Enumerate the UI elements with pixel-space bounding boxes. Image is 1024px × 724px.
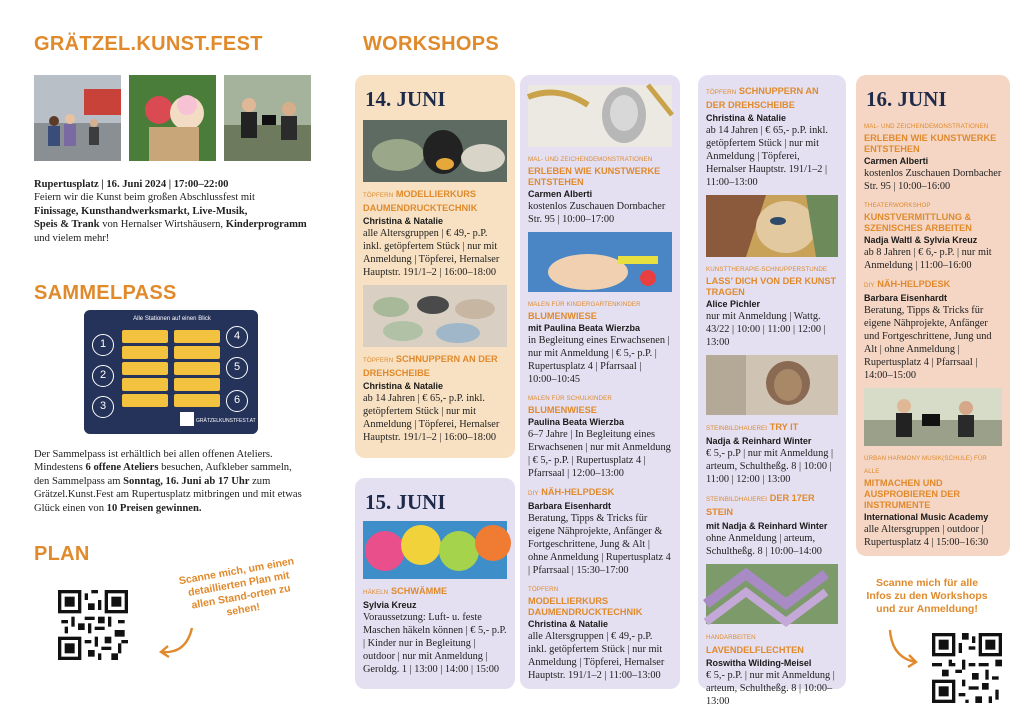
workshop-details: Beratung, Tipps & Tricks für eigene Nähprojekte, Anfänger und Fortgeschrittene, Jung und Alt | ohne Anmeldung | Rupertusplatz 4 | Pfarrsaal | 14:00–15:00 (864, 305, 992, 382)
workshop-title: SCHWÄMME (390, 586, 448, 596)
station-2: 2 (92, 365, 114, 387)
festival-text: Feiern wir die Kunst beim großen Abschlussfest mit (34, 192, 255, 204)
workshop-host: Barbara Eisenhardt (528, 501, 612, 512)
workshop-details: in Begleitung eines Erwachsenen | nur mit Anmeldung | € 5,- p.P. | Rupertusplatz 4 | Pfarrsaal | 10:00–10:45 (528, 335, 670, 386)
workshop-title: ERLEBEN WIE KUNSTWERKE ENTSTEHEN (864, 133, 997, 155)
workshop-title: MODELLIERKURS DAUMENDRUCKTECHNIK (528, 596, 643, 618)
workshop-details: ohne Anmeldung | arteum, Schultheßg. 8 | 10:00–14:00 (706, 532, 822, 557)
workshop-entry: TÖPFERN SCHNUPPERN AN DER DREHSCHEIBE Christina & Natalie ab 14 Jahren | € 65,- p.P. inkl. getöpfertem Stück | nur mit Anmeldung | Töpferei, Hernalser Hauptstr. 191/1–2 | 11:00–13:00 (706, 85, 838, 189)
workshop-title: MITMACHEN UND AUSPROBIEREN DER INSTRUMENTE (864, 478, 960, 511)
workshop-details: alle Altersgruppen | outdoor | Rupertusplatz 4 | 15:00–16:30 (864, 524, 989, 549)
curved-arrow-icon (156, 624, 196, 660)
workshop-entry: MALEN FÜR SCHULKINDER BLUMENWIESE Paulina Beata Wierzba 6–7 Jahre | In Begleitung eines Erwachsenen | nur mit Anmeldung | € 5,- p.P. | Rupertusplatz 4 | Pfarrsaal | 12:00–13:00 (528, 395, 671, 480)
workshop-host: Paulina Beata Wierzba (528, 417, 624, 428)
workshop-details: € 5,- p.P. | nur mit Anmeldung | arteum, Schultheßg. 8 | 10:00–13:00 (706, 669, 835, 707)
workshop-title: NÄH-HELPDESK (541, 487, 615, 498)
workshop-host: Sylvia Kreuz (363, 600, 417, 611)
photo-clay-bowls (363, 120, 507, 182)
station-3: 3 (92, 396, 114, 418)
station-4: 4 (226, 326, 248, 348)
photo-crochet-sponges (363, 521, 507, 579)
workshop-host: Carmen Alberti (528, 189, 593, 200)
workshops-title: WORKSHOPS (363, 33, 500, 55)
photo-abstract-face-painting (706, 195, 838, 257)
workshop-details: Beratung, Tipps & Tricks für eigene Nähprojekte, Anfänger & Fortgeschrittene, Jung & Alt | ohne Anmeldung | Rupertusplatz 4 | Pfarrsaal | 15:30–17:00 (528, 513, 671, 577)
day-date: 14. JUNI (365, 87, 446, 111)
workshop-host: Christina & Natalie (363, 216, 444, 227)
workshop-entry: TÖPFERN MODELLIERKURS DAUMENDRUCKTECHNIK Christina & Natalie alle Altersgruppen | € 49,- p.P. inkl. getöpfertem Stück | nur mit Anmeldung | Töpferei, Hernalser Hauptstr. 191/1–2 | 11:00–13:00 (528, 583, 672, 682)
plan-scan-hint: Scanne mich, um einen detaillierten Plan mit allen Stand-orten zu sehen! (178, 555, 296, 619)
workshop-entry: MAL- UND ZEICHENDEMONSTRATIONEN ERLEBEN WIE KUNSTWERKE ENTSTEHEN Carmen Alberti kostenlos Zuschauen Dornbacher Str. 95 | 10:00–16:00 (864, 123, 1002, 193)
workshop-host: Roswitha Wilding-Meisel (706, 657, 812, 668)
workshop-host: Nadja & Reinhard Winter (706, 436, 812, 447)
workshop-entry: HÄKELN SCHWÄMME Sylvia Kreuz Voraussetzung: Luft- u. feste Maschen häkeln können | € 5,- p.P. | Kinder nur in Begleitung | outdoor | nur mit Anmeldung | Geroldg. 1 | 13:00 | 14:00 | 15:00 (363, 586, 507, 676)
workshop-title: TRY IT (769, 422, 799, 433)
workshop-details: alle Altersgruppen | € 49,- p.P. inkl. getöpfertem Stück | nur mit Anmeldung | Töpferei, Hernalser Hauptstr. 191/1–2 | 16:00–18:00 (363, 228, 500, 279)
workshop-title: BLUMENWIESE (528, 311, 597, 322)
photo-musicians (224, 75, 311, 161)
workshop-entry: STEINBILDHAUEREI TRY IT Nadja & Reinhard Winter € 5,- p.P | nur mit Anmeldung | arteum, Schultheßg. 8 | 10:00 | 11:00 | 12:00 | 13:00 (706, 421, 838, 486)
photo-portrait-drawing (528, 85, 672, 147)
workshop-host: Alice Pichler (706, 299, 761, 310)
day-card-15-juni-c (698, 75, 846, 707)
photo-children-outdoors (34, 75, 121, 161)
workshop-title: SCHNUPPERN AN DER DREHSCHEIBE (363, 354, 498, 379)
workshop-title: LAVENDELFLECHTEN (706, 644, 804, 655)
workshop-entry: KUNSTTHERAPIE-SCHNUPPERSTUNDE LASS’ DICH VON DER KUNST TRAGEN Alice Pichler nur mit Anmeldung | Wattg. 43/22 | 10:00 | 11:00 | 12:00 | 13:00 (706, 266, 837, 349)
station-1: 1 (92, 334, 114, 356)
workshop-details: 6–7 Jahre | In Begleitung eines Erwachsenen | nur mit Anmeldung | € 5,- p.P. | Rupertusplatz 4 | Pfarrsaal | 12:00–13:00 (528, 429, 671, 480)
day-date: 15. JUNI (365, 490, 446, 514)
workshop-host: Nadja Waltl & Sylvia Kreuz (864, 235, 978, 246)
workshop-entry: HANDARBEITEN LAVENDELFLECHTEN Roswitha Wilding-Meisel € 5,- p.P. | nur mit Anmeldung | arteum, Schultheßg. 8 | 10:00–13:00 (706, 630, 838, 708)
workshop-entry: STEINBILDHAUEREI DER 17ER STEIN mit Nadja & Reinhard Winter ohne Anmeldung | arteum, Schultheßg. 8 | 10:00–14:00 (706, 492, 838, 557)
workshop-entry: DIY NÄH-HELPDESK Barbara Eisenhardt Beratung, Tipps & Tricks für eigene Nähprojekte, Anfänger und Fortgeschrittene, Jung und Alt | ohne Anmeldung | Rupertusplatz 4 | Pfarrsaal | 14:00–15:00 (864, 278, 1002, 382)
workshop-host: Barbara Eisenhardt (864, 293, 948, 304)
workshop-entry: URBAN HARMONY MUSIK(SCHULE) FÜR ALLE MITMACHEN UND AUSPROBIEREN DER INSTRUMENTE International Music Academy alle Altersgruppen | outdoor | Rupertusplatz 4 | 15:00–16:30 (864, 452, 1002, 549)
workshop-host: Christina & Natalie (528, 619, 609, 630)
workshop-entry: MALEN FÜR KINDERGARTENKINDER BLUMENWIESE mit Paulina Beata Wierzba in Begleitung eines Erwachsenen | nur mit Anmeldung | € 5,- p.P. | Rupertusplatz 4 | Pfarrsaal | 10:00–10:45 (528, 298, 672, 386)
photo-music-outdoor (864, 388, 1002, 446)
festival-title: GRÄTZEL.KUNST.FEST (34, 33, 263, 55)
curved-arrow-icon (884, 626, 924, 670)
photo-child-painting (528, 232, 672, 292)
workshop-entry: MAL- UND ZEICHENDEMONSTRATIONEN ERLEBEN WIE KUNSTWERKE ENTSTEHEN Carmen Alberti kostenlos Zuschauen Dornbacher Str. 95 | 10:00–17:00 (528, 153, 672, 226)
workshop-title: MODELLIERKURS DAUMENDRUCKTECHNIK (363, 189, 478, 214)
workshop-title: ERLEBEN WIE KUNSTWERKE ENTSTEHEN (528, 166, 661, 188)
pass-card-footer: GRÄTZELKUNSTFEST.AT (196, 418, 256, 424)
workshop-details: Voraussetzung: Luft- u. feste Maschen häkeln können | € 5,- p.P. | Kinder nur in Begleitung | outdoor | nur mit Anmeldung | Geroldg. 1 | 13:00 | 14:00 | 15:00 (363, 612, 507, 676)
photo-ceramic-cups (363, 285, 507, 347)
workshop-host: Carmen Alberti (864, 156, 929, 167)
workshop-details: ab 14 Jahren | € 65,- p.P. inkl. getöpfertem Stück | nur mit Anmeldung | Töpferei, Hernalser Hauptstr. 191/1–2 | 11:00–13:00 (706, 125, 828, 189)
photo-puppets (129, 75, 216, 161)
workshop-host: mit Nadja & Reinhard Winter (706, 520, 828, 531)
station-5: 5 (226, 357, 248, 379)
day-card-14-juni (355, 75, 515, 458)
workshop-host: mit Paulina Beata Wierzba (528, 323, 640, 334)
festival-kids: Kinderprogramm (225, 219, 307, 231)
photo-stone-sculpture (706, 355, 838, 415)
workshop-details: ab 14 Jahren | € 65,- p.P. inkl. getöpfertem Stück | nur mit Anmeldung | Töpferei, Hernalser Hauptstr. 191/1–2 | 16:00–18:00 (363, 393, 500, 444)
workshop-details: ab 8 Jahren | € 6,- p.P. | nur mit Anmeldung | 11:00–16:00 (864, 247, 992, 272)
workshop-details: € 5,- p.P | nur mit Anmeldung | arteum, Schultheßg. 8 | 10:00 | 11:00 | 12:00 | 13:00 (706, 448, 834, 486)
festival-highlights: Finissage, Kunsthandwerksmarkt, Live-Musik, (34, 205, 248, 217)
festival-date-line: Rupertusplatz | 16. Juni 2024 | 17:00–22:00 (34, 179, 229, 190)
festival-description: Rupertusplatz | 16. Juni 2024 | 17:00–22:00 Feiern wir die Kunst beim großen Abschlussfest mit Finissage, Kunsthandwerksmarkt, Live-Musik, Speis & Trank von Hernalser Wirtshäusern, Kinderprogramm und vielem mehr! (34, 179, 307, 244)
sammelpass-description: Der Sammelpass ist erhältlich bei allen offenen Ateliers. Mindestens 6 offene Ateliers besuchen, Aufkleber sammeln, den Sammelpass am Sonntag, 16. Juni ab 17 Uhr zum Grätzel.Kunst.Fest am Rupertusplatz mitbringen und mit etwas Glück einen von 10 Preisen gewinnen. (34, 449, 302, 514)
plan-title: PLAN (34, 543, 90, 565)
workshop-entry: THEATERWORKSHOP KUNSTVERMITTLUNG & SZENISCHES ARBEITEN Nadja Waltl & Sylvia Kreuz ab 8 Jahren | € 6,- p.P. | nur mit Anmeldung | 11:00–16:00 (864, 199, 1002, 272)
plan-qr-code[interactable] (58, 590, 128, 660)
workshop-details: kostenlos Zuschauen Dornbacher Str. 95 | 10:00–17:00 (528, 201, 666, 226)
workshop-title: KUNSTVERMITTLUNG & SZENISCHES ARBEITEN (864, 212, 972, 234)
day-card-16-juni (856, 75, 1010, 556)
station-6: 6 (226, 390, 248, 412)
workshop-entry: TÖPFERN MODELLIERKURS DAUMENDRUCKTECHNIK Christina & Natalie alle Altersgruppen | € 49,- p.P. inkl. getöpfertem Stück | nur mit Anmeldung | Töpferei, Hernalser Hauptstr. 191/1–2 | 16:00–18:00 (363, 188, 507, 279)
day-date: 16. JUNI (866, 87, 947, 111)
workshop-title: BLUMENWIESE (528, 405, 597, 416)
workshops-scan-hint: Scanne mich für alle Infos zu den Workshops und zur Anmeldung! (866, 577, 988, 615)
workshop-title: SCHNUPPERN AN DER DREHSCHEIBE (706, 86, 819, 111)
workshop-entry: DIY NÄH-HELPDESK Barbara Eisenhardt Beratung, Tipps & Tricks für eigene Nähprojekte, Anfänger & Fortgeschrittene, Jung & Alt | ohne Anmeldung | Rupertusplatz 4 | Pfarrsaal | 15:30–17:00 (528, 487, 671, 577)
workshop-details: nur mit Anmeldung | Wattg. 43/22 | 10:00 | 11:00 | 12:00 | 13:00 (706, 311, 826, 349)
pass-card-header: Alle Stationen auf einen Blick (133, 316, 211, 322)
workshop-host: Christina & Natalie (706, 113, 787, 124)
day-card-15-juni-b (520, 75, 680, 689)
workshop-host: Christina & Natalie (363, 381, 444, 392)
workshop-entry: TÖPFERN SCHNUPPERN AN DER DREHSCHEIBE Christina & Natalie ab 14 Jahren | € 65,- p.P. inkl. getöpfertem Stück | nur mit Anmeldung | Töpferei, Hernalser Hauptstr. 191/1–2 | 16:00–18:00 (363, 353, 507, 444)
workshop-details: kostenlos Zuschauen Dornbacher Str. 95 | 10:00–16:00 (864, 168, 1002, 193)
day-card-15-juni (355, 478, 515, 689)
photo-lavender-weaving (706, 564, 838, 624)
workshop-title: DER 17ER STEIN (706, 493, 815, 518)
festival-photos (34, 75, 311, 161)
workshop-details: alle Altersgruppen | € 49,- p.P. inkl. getöpfertem Stück | nur mit Anmeldung | Töpferei, Hernalser Hauptstr. 191/1–2 | 11:00–13:00 (528, 631, 665, 682)
pass-qr-icon (180, 412, 194, 426)
workshop-title: NÄH-HELPDESK (877, 279, 951, 290)
workshop-title: LASS’ DICH VON DER KUNST TRAGEN (706, 276, 837, 298)
workshop-host: International Music Academy (864, 512, 989, 523)
workshops-qr-code[interactable] (932, 633, 1002, 703)
sammelpass-title: SAMMELPASS (34, 282, 177, 304)
sammelpass-card (84, 310, 258, 434)
festival-food: Speis & Trank (34, 219, 100, 231)
